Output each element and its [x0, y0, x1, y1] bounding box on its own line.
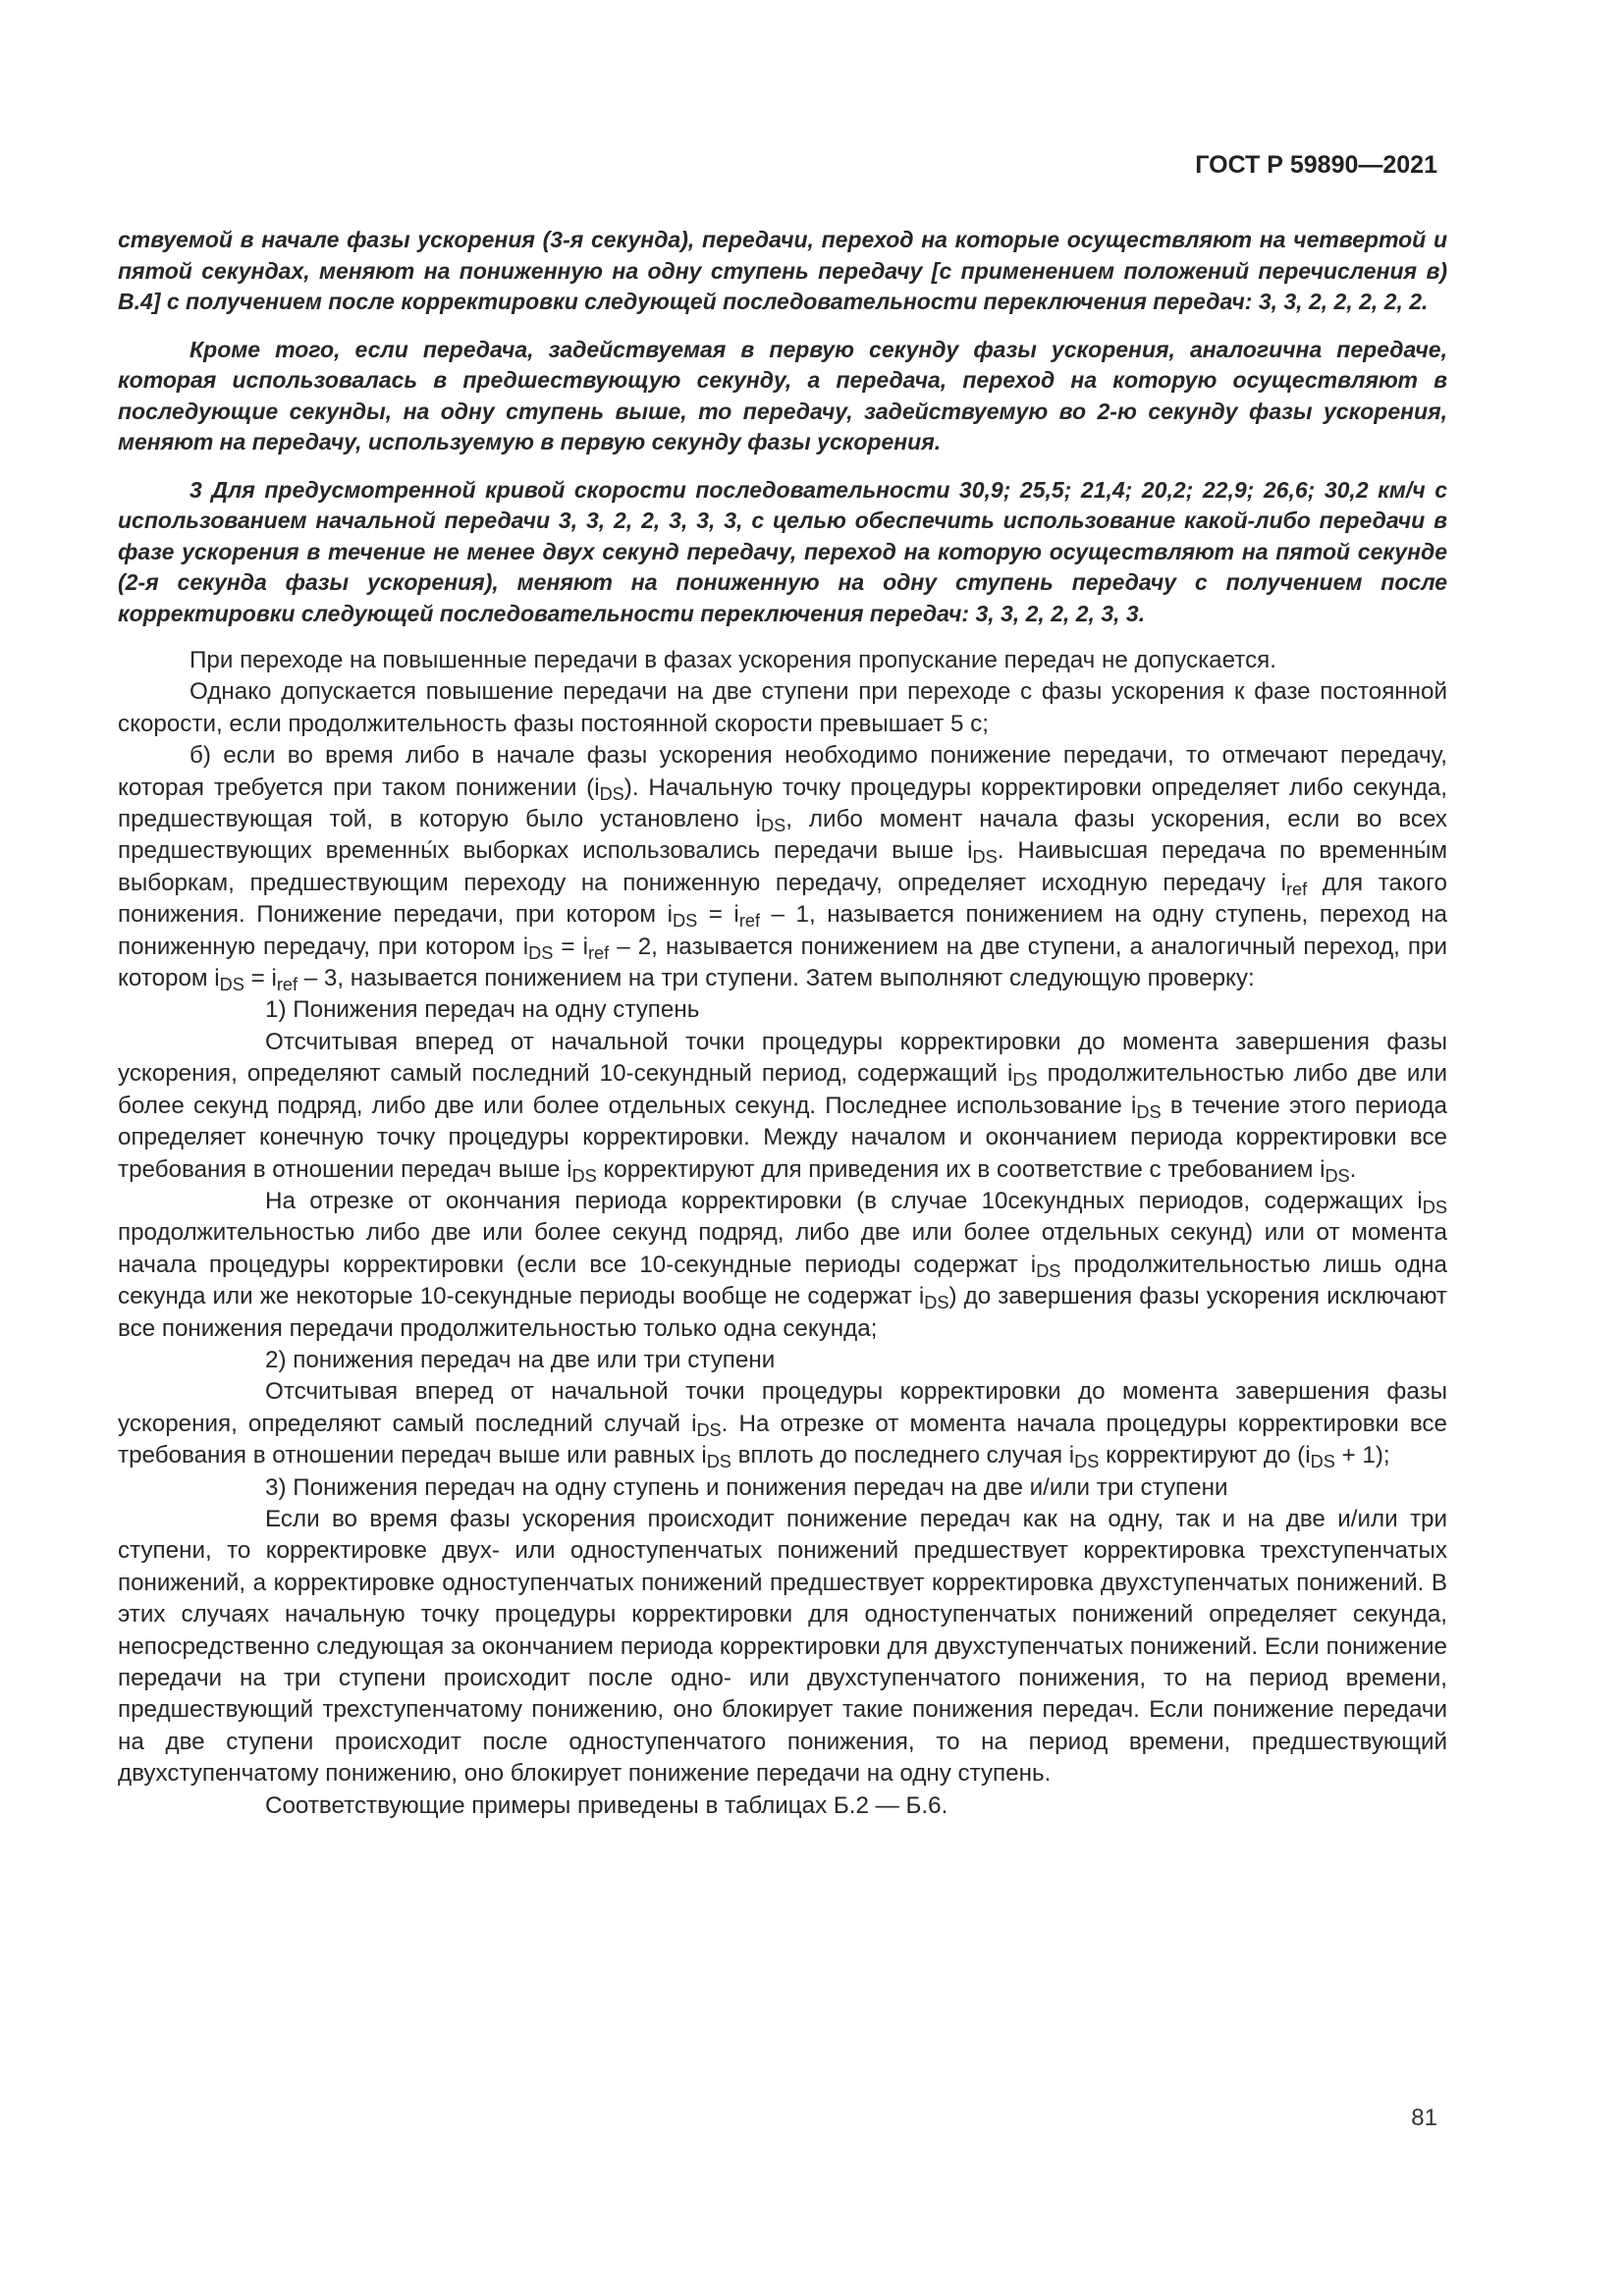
paragraph-one-step-detail: Отсчитывая вперед от начальной точки процедуры корректировки до момента завершения фазы ускорения, определяют самый последний 10-секундный период, содержащий $i_{DS}$ продолжительностью либо две или более секунд подряд, либо две или более отдельных секунд. Последнее использование $i_{DS}$ в течение этого периода определяет конечную точку процедуры корректировки. Между началом и окончанием периода корректировки все требования в отношении передач выше $i_{DS}$ корректируют для приведения их в соответствие с требованием $i_{DS}$.: [118, 1028, 1447, 1186]
paragraph-one-step-exclusion: На отрезке от окончания периода корректировки (в случае 10секундных периодов, содержащих $i_{DS}$ продолжительностью либо две или более секунд подряд, либо две или более отдельных секунд) или от момента начала процедуры корректировки (если все 10-секундные периоды содержат $i_{DS}$ продолжительностью лишь одна секунда или же некоторые 10-секундные периоды вообще не содержат $i_{DS}$) до завершения фазы ускорения исключают все понижения передачи продолжительностью только одна секунда;: [118, 1187, 1448, 1342]
paragraph-upshift-rule: При переходе на повышенные передачи в фазах ускорения пропускание передач не допускается.: [189, 647, 1277, 673]
document-header: ГОСТ Р 59890—2021: [1195, 151, 1437, 179]
page-content: [118, 225, 1447, 1822]
note-continuation: ствуемой в начале фазы ускорения (3-я секунда), передачи, переход на которые осуществляют на четвертой и пятой секундах, меняют на пониженную на одну ступень передачу [с применением положений перечисления в) В.4] с получением после корректировки следующей последовательности переключения передач: 3, 3, 2, 2, 2, 2, 2.: [118, 227, 1447, 314]
subheading-one-step: 1) Понижения передач на одну ступень: [265, 996, 700, 1024]
paragraph-two-step-upshift: Однако допускается повышение передачи на две ступени при переходе с фазы ускорения к фазе постоянной скорости, если продолжительность фазы постоянной скорости превышает 5 с;: [118, 678, 1447, 737]
paragraph-two-three-step-detail: Отсчитывая вперед от начальной точки процедуры корректировки до момента завершения фазы ускорения, определяют самый последний случай $i_{DS}$. На отрезке от момента начала процедуры корректировки все требования в отношении передач выше или равных $i_{DS}$ вплоть до последнего случая $i_{DS}$ корректируют до $(i_{DS} + 1)$;: [118, 1378, 1447, 1472]
subheading-two-three-step: 2) понижения передач на две или три ступени: [265, 1346, 776, 1373]
note-paragraph: Кроме того, если передача, задействуемая в первую секунду фазы ускорения, аналогична передаче, которая использовалась в предшествующую секунду, а передача, переход на которую осуществляют в последующие секунды, на одну ступень выше, то передачу, задействуемую во 2-ю секунду фазы ускорения, меняют на передачу, используемую в первую секунду фазы ускорения.: [118, 336, 1447, 454]
paragraph-item-b: б) если во время либо в начале фазы ускорения необходимо понижение передачи, то отмечают передачу, которая требуется при таком понижении $(i_{DS})$. Начальную точку процедуры корректировки определяет либо секунда, предшествующая той, в которую было установлено $i_{DS}$, либо момент начала фазы ускорения, если во всех предшествующих временны́х выборках использовались передачи выше $i_{DS}$. Наивысшая передача по временны́м выборкам, предшествующим переходу на пониженную передачу, определяет исходную передачу $i_{ref}$ для такого понижения. Понижение передачи, при котором $i_{DS} = i_{ref} - 1$, называется понижением на одну ступень, переход на пониженную передачу, при котором $i_{DS} = i_{ref} - 2$, называется понижением на две ступени, а аналогичный переход, при котором $i_{DS} = i_{ref} - 3$, называется понижением на три ступени. Затем выполняют следующую проверку:: [118, 742, 1447, 995]
paragraph-examples-reference: Соответствующие примеры приведены в таблицах Б.2 — Б.6.: [265, 1791, 948, 1819]
paragraph-combined-detail: Если во время фазы ускорения происходит понижение передач как на одну, так и на две и/или три ступени, то корректировке двух- или одноступенчатых понижений предшествует корректировка трехступенчатых понижений, а корректировке одноступенчатых понижений предшествует корректировка двухступенчатых понижений. В этих случаях начальную точку процедуры корректировки для одноступенчатых понижений определяет секунда, непосредственно следующая за окончанием периода корректировки для двухступенчатых понижений. Если понижение передачи на три ступени происходит после одно- или двухступенчатого понижения, то на период времени, предшествующий трехступенчатому понижению, оно блокирует такие понижения передач. Если понижение передачи на две ступени происходит после одноступенчатого понижения, то на период времени, предшествующий двухступенчатому понижению, оно блокирует понижение передачи на одну ступень.: [118, 1505, 1447, 1788]
subheading-combined: 3) Понижения передач на одну ступень и понижения передач на две и/или три ступени: [265, 1473, 1228, 1501]
page-number: 81: [1411, 2105, 1437, 2131]
note-3: 3 Для предусмотренной кривой скорости последовательности 30,9; 25,5; 21,4; 20,2; 22,9; 26,6; 30,2 км/ч с использованием начальной передачи 3, 3, 2, 2, 3, 3, 3, с целью обеспечить использование какой-либо передачи в фазе ускорения в течение не менее двух секунд передачу, переход на которую осуществляют на пятой секунде (2-я секунда фазы ускорения), меняют на пониженную на одну ступень передачу с получением после корректировки следующей последовательности переключения передач: 3, 3, 2, 2, 2, 3, 3.: [118, 476, 1447, 626]
